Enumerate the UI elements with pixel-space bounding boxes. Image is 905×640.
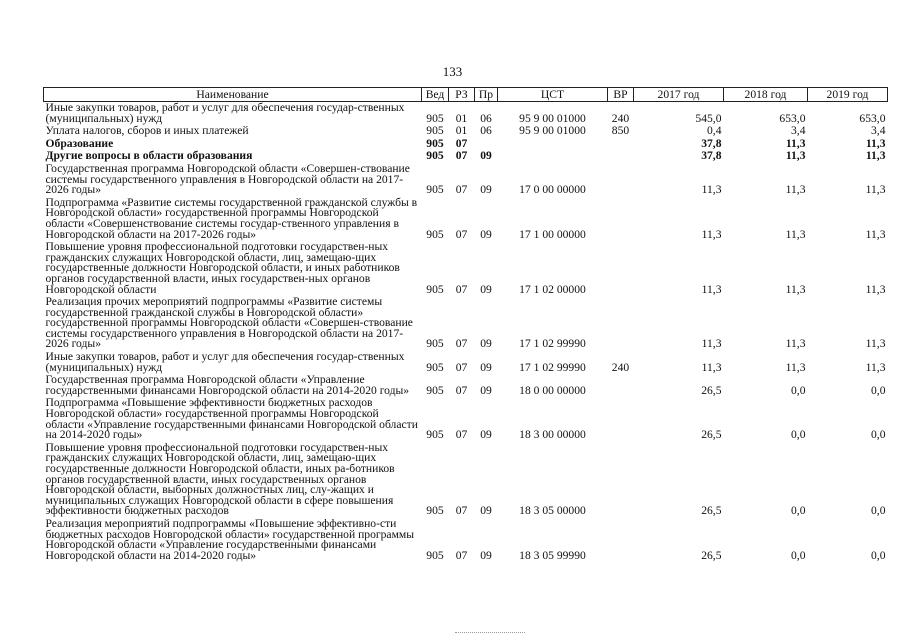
cell-rz: 07 [455,183,468,197]
cell-y2019: 0,0 [871,548,886,562]
cell-ved: 905 [426,337,444,351]
cell-vr [608,163,634,197]
cell-cst: 95 9 00 01000 [519,124,586,138]
cell-y2018: 11,3 [785,360,806,374]
cell-ved: 905 [426,111,444,125]
footer-mark [455,632,525,637]
cell-pr: 09 [480,360,492,374]
cell-name: Государственная программа Новгородской области «Совершен-ствование системы государственного управления в Новгородской области на 2017-2026 годы» [45,161,410,197]
cell-vr: 850 [611,124,630,138]
cell-name: Повышение уровня профессиональной подготовки государствен-ных гражданских служащих Новгородской области, лиц, замещаю-щих государственные должности Новгородской области, и иных работников органов государственной власти, иных государствен-ных органов Новгородской области [45,240,400,296]
cell-vr [608,442,634,518]
cell-vr: 240 [611,360,630,374]
cell-y2018: 11,3 [785,149,806,163]
cell-y2018: 653,0 [779,111,806,125]
cell-y2018: 11,3 [785,282,806,296]
header-rz: РЗ [449,88,475,102]
budget-table [43,87,888,562]
cell-cst: 18 0 00 00000 [519,383,586,397]
cell-y2017: 26,5 [701,383,722,397]
cell-ved: 905 [426,383,444,397]
header-pr: Пр [475,88,498,102]
cell-pr: 09 [480,548,492,562]
cell-y2019: 3,4 [871,124,886,138]
cell-ved: 905 [426,149,444,163]
cell-rz: 07 [455,428,468,442]
cell-cst: 18 3 05 00000 [519,504,586,518]
cell-pr: 09 [480,504,492,518]
cell-vr [608,197,634,241]
cell-pr: 09 [480,383,492,397]
cell-y2019: 0,0 [871,428,886,442]
cell-pr: 09 [480,428,492,442]
cell-pr: 09 [480,282,492,296]
cell-name: Государственная программа Новгородской области «Управление государственными финансами Новгородской области на 2014-2020 годы» [45,373,410,397]
header-cst: ЦСТ [498,88,608,102]
table-body [44,102,888,563]
table-row [44,241,888,296]
cell-pr: 06 [480,111,492,125]
cell-name: Повышение уровня профессиональной подготовки государствен-ных гражданских служащих Новгородской области, лиц, замещаю-щих государственные должности Новгородской области, иных ра-ботников органов государственной власти, иных государственных органов Новгородской области, выборных должностных лиц, слу-жащих и муниципальных служащих Новгородской области в сфере повышения эффективности бюджетных расходов [45,440,395,518]
header-2017: 2017 год [634,88,724,102]
cell-y2019: 11,3 [865,183,886,197]
cell-y2019: 11,3 [865,227,886,241]
cell-name: Подпрограмма «Развитие системы государственной гражданской службы в Новгородской области» государственной программы Новгородской области «Совершенствование системы государ-ственного управления в Новгородской области на 2017-2026 годы» [45,195,418,241]
cell-ved: 905 [426,282,444,296]
cell-name: Иные закупки товаров, работ и услуг для обеспечения государ-ственных (муниципальных) нужд [45,350,405,374]
cell-y2017: 11,3 [701,227,722,241]
table-row [44,102,888,126]
cell-y2017: 545,0 [695,111,722,125]
cell-rz: 07 [455,504,468,518]
cell-y2017: 11,3 [701,282,722,296]
cell-vr [608,296,634,351]
cell-cst: 17 1 02 00000 [519,282,586,296]
cell-y2018: 3,4 [791,124,806,138]
cell-y2017: 0,4 [707,124,722,138]
cell-cst: 17 0 00 00000 [519,183,586,197]
cell-vr [608,138,634,151]
cell-rz: 07 [455,282,468,296]
cell-pr: 09 [480,183,492,197]
cell-y2019: 0,0 [871,383,886,397]
cell-y2018: 11,3 [785,337,806,351]
cell-name: Подпрограмма «Повышение эффективности бюджетных расходов Новгородской области» государственной программы Новгородской области «Управление государственными финансами Новгородской области на 2014-2020 годы» [45,396,418,442]
cell-rz: 07 [455,227,468,241]
cell-rz: 07 [455,149,468,163]
cell-ved: 905 [426,136,444,150]
cell-cst: 17 1 02 99990 [519,337,586,351]
cell-y2018: 11,3 [785,136,806,150]
cell-y2018: 0,0 [791,548,806,562]
cell-y2018: 0,0 [791,383,806,397]
cell-rz: 07 [455,136,468,150]
table-row [44,197,888,241]
cell-pr: 09 [480,149,492,163]
header-name: Наименование [44,88,422,102]
cell-vr [608,150,634,163]
cell-vr [608,397,634,441]
cell-y2019: 11,3 [865,136,886,150]
cell-pr: 09 [480,337,492,351]
cell-y2017: 11,3 [701,337,722,351]
header-2018: 2018 год [724,88,808,102]
cell-vr: 240 [611,111,630,125]
cell-y2018: 11,3 [785,227,806,241]
cell-vr [608,374,634,397]
table-row [44,518,888,562]
cell-cst: 18 3 00 00000 [519,428,586,442]
table-row [44,125,888,138]
cell-rz: 07 [455,548,468,562]
cell-y2018: 0,0 [791,428,806,442]
cell-y2019: 653,0 [859,111,886,125]
cell-rz: 07 [455,383,468,397]
cell-ved: 905 [426,548,444,562]
cell-cst: 18 3 05 99990 [519,548,586,562]
page-number: 133 [442,64,463,79]
cell-ved: 905 [426,504,444,518]
cell-ved: 905 [426,124,444,138]
table-row [44,351,888,374]
cell-vr [608,241,634,296]
cell-y2017: 37,8 [701,136,722,150]
cell-pr: 09 [480,227,492,241]
cell-rz: 07 [455,360,468,374]
cell-pr: 06 [480,124,492,138]
cell-y2017: 26,5 [701,504,722,518]
header-2019: 2019 год [808,88,888,102]
cell-y2017: 26,5 [701,428,722,442]
cell-name: Уплата налогов, сборов и иных платежей [45,124,249,138]
cell-y2017: 11,3 [701,360,722,374]
cell-rz: 01 [455,124,468,138]
cell-name: Реализация мероприятий подпрограммы «Повышение эффективно-сти бюджетных расходов Новгородской области» государственной программы Новгородской области «Управление государственными финансами Новгородской области на 2014-2020 годы» [45,516,415,562]
cell-cst: 95 9 00 01000 [519,111,586,125]
cell-y2019: 11,3 [865,282,886,296]
cell-vr [608,518,634,562]
cell-cst [498,150,608,163]
cell-name: Иные закупки товаров, работ и услуг для обеспечения государ-ственных (муниципальных) нужд [45,101,405,125]
cell-ved: 905 [426,227,444,241]
cell-y2019: 11,3 [865,337,886,351]
cell-ved: 905 [426,360,444,374]
cell-y2019: 11,3 [865,149,886,163]
cell-rz: 07 [455,337,468,351]
table-row [44,163,888,197]
cell-cst: 17 1 00 00000 [519,227,586,241]
cell-y2017: 11,3 [701,183,722,197]
cell-cst [498,138,608,151]
cell-ved: 905 [426,428,444,442]
table-row [44,296,888,351]
cell-name: Другие вопросы в области образования [45,149,253,163]
table-row [44,397,888,441]
cell-cst: 17 1 02 99990 [519,360,586,374]
cell-y2019: 0,0 [871,504,886,518]
table-header-row [44,88,888,102]
table-row [44,442,888,518]
cell-name: Реализация прочих мероприятий подпрограммы «Развитие системы государственной гражданской службы в Новгородской области» государственной программы Новгородской области «Совершен-ствование системы государственного управления в Новгородской области на 2017-2026 годы» [45,295,413,351]
cell-y2017: 37,8 [701,149,722,163]
header-ved: Вед [422,88,449,102]
header-vr: ВР [608,88,634,102]
cell-name: Образование [45,136,114,150]
cell-y2019: 11,3 [865,360,886,374]
cell-rz: 01 [455,111,468,125]
cell-y2017: 26,5 [701,548,722,562]
cell-y2018: 0,0 [791,504,806,518]
table-row [44,374,888,397]
cell-ved: 905 [426,183,444,197]
cell-y2018: 11,3 [785,183,806,197]
